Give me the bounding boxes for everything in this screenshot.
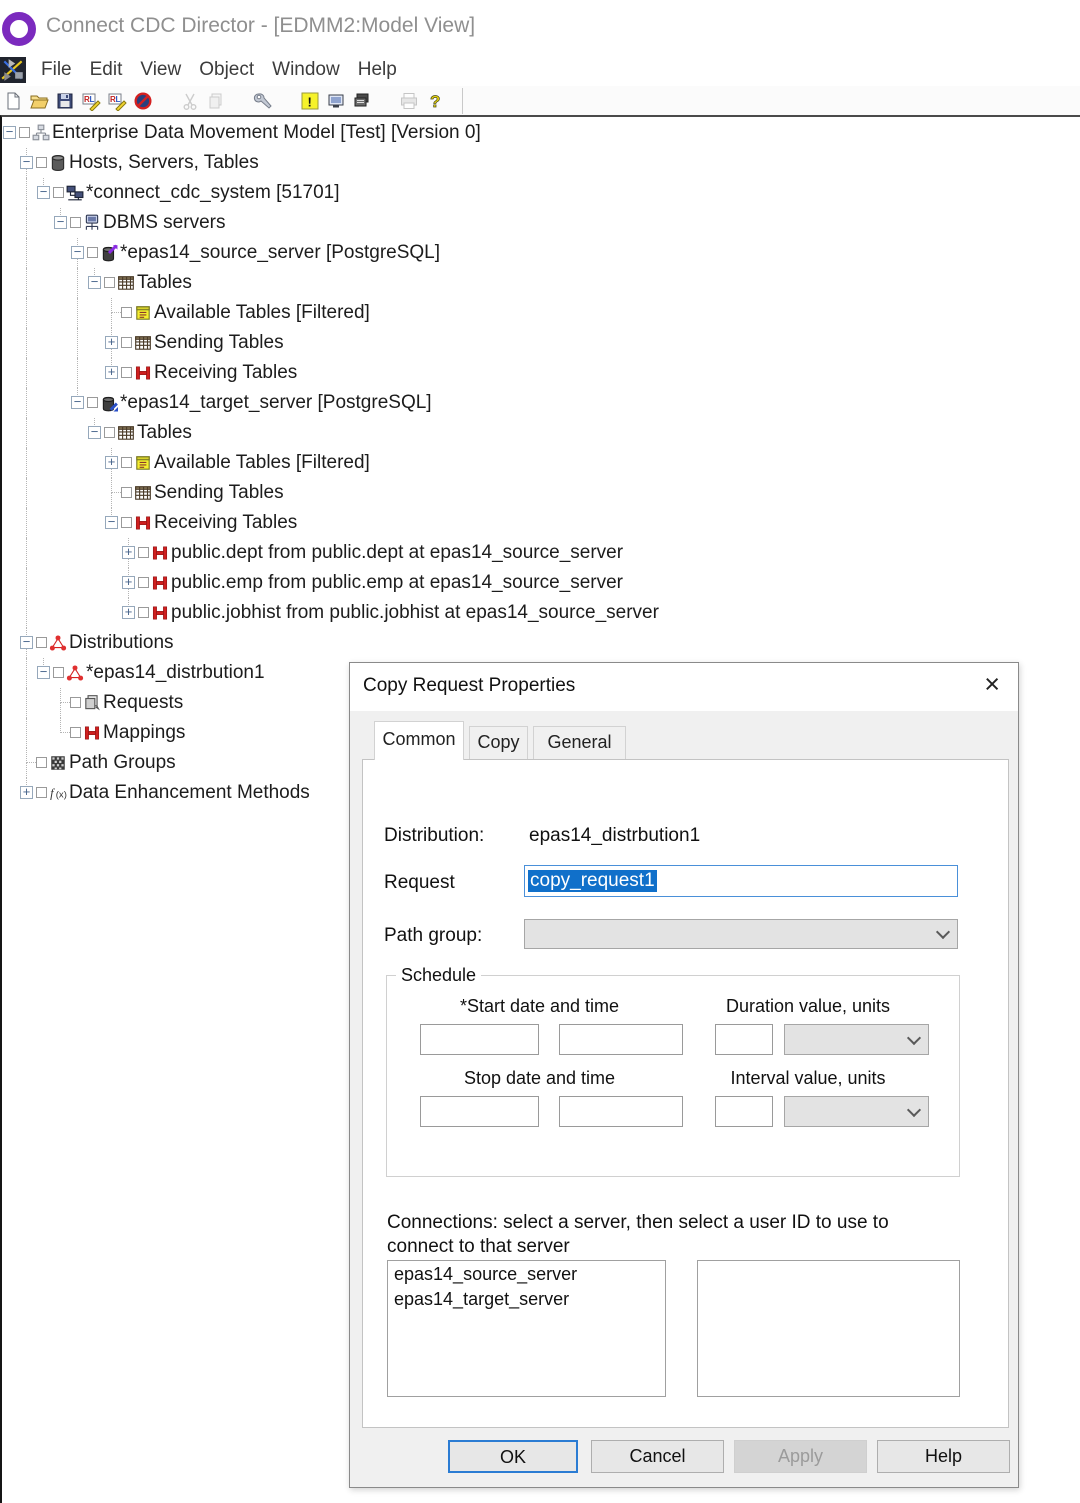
svg-text:?: ? — [430, 91, 441, 111]
tree-connector — [77, 268, 78, 298]
tree-connector — [26, 718, 27, 748]
tree-checkbox[interactable] — [121, 307, 132, 318]
menu-item-help[interactable]: Help — [357, 59, 397, 80]
svg-text:(x): (x) — [55, 789, 67, 801]
server-list-item[interactable]: epas14_source_server — [394, 1264, 578, 1284]
stop-time-input[interactable] — [559, 1096, 683, 1127]
table-grid-icon — [134, 484, 152, 502]
tree-connector — [26, 763, 27, 778]
request-input-selected-text: copy_request1 — [530, 870, 655, 891]
model-icon — [32, 124, 50, 142]
tree-expand-box[interactable]: + — [105, 366, 118, 379]
start-time-input[interactable] — [559, 1024, 683, 1055]
tree-checkbox[interactable] — [70, 727, 81, 738]
tree-item-label[interactable]: *epas14_target_server [PostgreSQL] — [120, 392, 432, 413]
menu-bar — [0, 54, 1080, 86]
dialog-title-bar — [350, 663, 1018, 711]
tree-collapse-box[interactable]: − — [37, 186, 50, 199]
tree-checkbox[interactable] — [121, 517, 132, 528]
svg-text:f: f — [50, 786, 54, 801]
mapping-h-icon — [83, 724, 101, 742]
requests-icon — [83, 694, 101, 712]
tree-checkbox[interactable] — [121, 337, 132, 348]
tree-checkbox[interactable] — [121, 487, 132, 498]
mapping-h-icon — [151, 574, 169, 592]
chevron-down-icon — [907, 1030, 921, 1044]
duration-value-units-label: Duration value, units — [725, 996, 891, 1016]
tree-connector — [111, 493, 112, 508]
tree-item[interactable] — [0, 208, 760, 238]
tree-item[interactable] — [0, 538, 760, 568]
tree-item-label[interactable]: Tables — [137, 272, 192, 293]
tree-checkbox[interactable] — [138, 577, 149, 588]
tree-checkbox[interactable] — [87, 397, 98, 408]
toolbar — [0, 86, 1080, 116]
tree-item[interactable] — [0, 358, 760, 388]
server-target-icon — [100, 394, 118, 412]
tree-item-label[interactable]: public.emp from public.emp at epas14_source_server — [171, 572, 624, 593]
tree-connector — [26, 238, 27, 268]
tree-item[interactable] — [0, 478, 760, 508]
request-label: Request — [384, 872, 455, 893]
tree-connector — [26, 298, 27, 328]
tree-item-label[interactable]: Requests — [103, 692, 184, 713]
tree-checkbox[interactable] — [138, 547, 149, 558]
tree-item[interactable] — [0, 568, 760, 598]
copy-icon[interactable] — [204, 89, 228, 113]
tree-connector — [26, 208, 27, 238]
tree-connector — [111, 313, 112, 328]
server-source-icon — [100, 244, 118, 262]
tree-expand-box[interactable]: + — [122, 546, 135, 559]
table-grid-icon — [134, 334, 152, 352]
menu-item-file[interactable]: File — [41, 59, 72, 80]
tree-item-label[interactable]: *epas14_distrbution1 — [86, 662, 265, 683]
connections-label: Connections: select a server, then select a user ID to use to connect to that server — [387, 1212, 889, 1257]
tree-checkbox[interactable] — [36, 787, 47, 798]
tree-connector — [26, 358, 27, 388]
copy-request-properties-dialog — [349, 662, 1019, 1488]
tree-item-label[interactable]: Receiving Tables — [154, 512, 298, 533]
tree-item[interactable] — [0, 418, 760, 448]
interval-value-input[interactable] — [715, 1096, 773, 1127]
tools-wrench-icon[interactable] — [251, 89, 275, 113]
interval-units-dropdown[interactable] — [784, 1096, 929, 1127]
svg-text:R: R — [84, 94, 90, 104]
tree-item-label[interactable]: Data Enhancement Methods — [69, 782, 310, 803]
mapping-h-icon — [151, 604, 169, 622]
monitor-icon[interactable] — [324, 89, 348, 113]
tree-collapse-box[interactable]: − — [3, 126, 16, 139]
svg-text:!: ! — [307, 94, 312, 109]
tree-item-label[interactable]: Mappings — [103, 722, 186, 743]
tree-item[interactable] — [0, 328, 760, 358]
tree-connector — [26, 268, 27, 298]
server-list-item[interactable]: epas14_target_server — [394, 1289, 570, 1309]
tab-copy[interactable]: Copy — [469, 726, 528, 760]
tree-connector — [60, 688, 61, 703]
tree-item[interactable] — [0, 628, 760, 658]
tree-item-label[interactable]: *epas14_source_server [PostgreSQL] — [120, 242, 441, 263]
mapping-h-icon — [134, 364, 152, 382]
menu-item-object[interactable]: Object — [199, 59, 255, 80]
tree-collapse-box[interactable]: − — [20, 636, 33, 649]
tree-connector — [26, 418, 27, 448]
tree-item[interactable] — [0, 118, 760, 148]
dbms-icon — [83, 214, 101, 232]
tree-connector — [77, 358, 78, 388]
tree-item-label[interactable]: Sending Tables — [154, 332, 284, 353]
path-groups-icon — [49, 754, 67, 772]
tree-expand-box[interactable]: + — [20, 786, 33, 799]
help-icon[interactable] — [423, 89, 447, 113]
apply-button[interactable]: Apply — [734, 1440, 867, 1473]
validate-icon[interactable] — [298, 89, 322, 113]
tree-connector — [26, 538, 27, 568]
table-grid-icon — [117, 424, 135, 442]
title-bar — [0, 0, 1080, 54]
tab-general[interactable]: General — [533, 726, 626, 760]
print-icon[interactable] — [397, 89, 421, 113]
tree-connector — [77, 298, 78, 328]
tree-checkbox[interactable] — [70, 217, 81, 228]
tree-checkbox[interactable] — [104, 277, 115, 288]
tree-collapse-box[interactable]: − — [37, 666, 50, 679]
available-tables-icon — [134, 454, 152, 472]
tree-item-label[interactable]: Hosts, Servers, Tables — [69, 152, 259, 173]
tree-collapse-box[interactable]: − — [20, 156, 33, 169]
save-icon[interactable] — [53, 89, 77, 113]
tree-connector — [26, 598, 27, 628]
tab-common[interactable]: Common — [374, 721, 464, 760]
interval-value-units-label: Interval value, units — [730, 1068, 886, 1088]
close-icon[interactable]: × — [984, 669, 1000, 699]
tree-connector — [26, 328, 27, 358]
database-icon — [49, 154, 67, 172]
menu-item-view[interactable]: View — [140, 59, 182, 80]
distribution-icon — [49, 634, 67, 652]
tree-connector — [111, 298, 112, 313]
tree-item[interactable] — [0, 298, 760, 328]
user-id-listbox[interactable] — [697, 1260, 960, 1397]
tree-checkbox[interactable] — [121, 367, 132, 378]
dialog-title: Copy Request Properties — [363, 675, 576, 696]
start-date-input[interactable] — [420, 1024, 539, 1055]
tree-checkbox[interactable] — [36, 757, 47, 768]
tree-connector — [26, 508, 27, 538]
tree-checkbox[interactable] — [19, 127, 30, 138]
tree-collapse-box[interactable]: − — [54, 216, 67, 229]
batch-stack-icon[interactable] — [350, 89, 374, 113]
tree-item-label[interactable]: Receiving Tables — [154, 362, 298, 383]
tree-connector — [26, 568, 27, 598]
tree-item-label[interactable]: public.jobhist from public.jobhist at epas14_source_server — [171, 602, 659, 623]
tree-item[interactable] — [0, 448, 760, 478]
mapping-h-icon — [151, 544, 169, 562]
tree-item[interactable] — [0, 178, 760, 208]
tree-item-label[interactable]: public.dept from public.dept at epas14_source_server — [171, 542, 624, 563]
tree-checkbox[interactable] — [36, 157, 47, 168]
tree-connector — [26, 688, 27, 718]
tree-connector — [77, 328, 78, 358]
tree-checkbox[interactable] — [138, 607, 149, 618]
tree-connector — [26, 478, 27, 508]
tree-item-label[interactable]: Distributions — [69, 632, 174, 653]
tree-checkbox[interactable] — [53, 667, 64, 678]
open-model-icon[interactable] — [27, 89, 51, 113]
help-button[interactable]: Help — [877, 1440, 1010, 1473]
tree-connector — [26, 178, 27, 208]
tree-checkbox[interactable] — [70, 697, 81, 708]
schedule-legend: Schedule — [396, 965, 481, 986]
tree-item-label[interactable]: Available Tables [Filtered] — [154, 452, 370, 473]
stop-date-input[interactable] — [420, 1096, 539, 1127]
tree-expand-box[interactable]: + — [122, 576, 135, 589]
duration-value-input[interactable] — [715, 1024, 773, 1055]
distribution-value: epas14_distrbution1 — [529, 825, 701, 846]
cancel-button[interactable]: Cancel — [591, 1440, 724, 1473]
tree-item[interactable] — [0, 598, 760, 628]
tree-item-label[interactable]: Available Tables [Filtered] — [154, 302, 370, 323]
tree-connector — [26, 658, 27, 688]
tree-connector — [111, 478, 112, 493]
tree-checkbox[interactable] — [36, 637, 47, 648]
mapping-h-icon — [134, 514, 152, 532]
toolbar-separator — [462, 88, 463, 114]
tree-expand-box[interactable]: + — [105, 336, 118, 349]
server-listbox[interactable] — [387, 1260, 666, 1397]
svg-text:L: L — [115, 94, 121, 104]
edit-rl-2-icon[interactable] — [105, 89, 129, 113]
tree-item-label[interactable]: DBMS servers — [103, 212, 226, 233]
tree-collapse-box[interactable]: − — [71, 246, 84, 259]
path-group-dropdown[interactable] — [524, 919, 958, 949]
tree-item[interactable] — [0, 238, 760, 268]
chevron-down-icon — [936, 925, 950, 939]
fx-icon — [49, 784, 67, 802]
tree-connector — [60, 718, 61, 733]
tree-connector — [26, 448, 27, 478]
tree-item[interactable] — [0, 148, 760, 178]
schedule-groupbox — [386, 975, 960, 1177]
disable-icon[interactable] — [131, 89, 155, 113]
svg-text:R: R — [110, 94, 116, 104]
tree-item-label[interactable]: Sending Tables — [154, 482, 284, 503]
ok-button[interactable]: OK — [448, 1440, 578, 1473]
distribution-icon — [66, 664, 84, 682]
tree-connector — [26, 748, 27, 763]
tree-expand-box[interactable]: + — [105, 456, 118, 469]
tree-connector — [60, 703, 61, 718]
chevron-down-icon — [907, 1102, 921, 1116]
menu-item-window[interactable]: Window — [272, 59, 340, 80]
tree-item[interactable] — [0, 508, 760, 538]
menu-item-edit[interactable]: Edit — [89, 59, 123, 80]
path-group-label: Path group: — [384, 925, 483, 946]
window-title: Connect CDC Director - [EDMM2:Model View] — [46, 14, 476, 37]
table-grid-icon — [117, 274, 135, 292]
tree-item-label[interactable]: Tables — [137, 422, 192, 443]
tree-checkbox[interactable] — [104, 427, 115, 438]
tree-item[interactable] — [0, 268, 760, 298]
tree-checkbox[interactable] — [53, 187, 64, 198]
start-date-time-label: *Start date and time — [459, 996, 620, 1016]
document-icon — [0, 57, 26, 83]
tree-item-label[interactable]: *connect_cdc_system [51701] — [86, 182, 340, 203]
duration-units-dropdown[interactable] — [784, 1024, 929, 1055]
request-input[interactable] — [524, 865, 958, 897]
new-document-icon[interactable] — [1, 89, 25, 113]
svg-text:L: L — [89, 94, 95, 104]
tree-item-label[interactable]: Enterprise Data Movement Model [Test] [Version 0] — [52, 122, 481, 143]
distribution-label: Distribution: — [384, 825, 485, 846]
tree-checkbox[interactable] — [87, 247, 98, 258]
system-icon — [66, 184, 84, 202]
tree-expand-box[interactable]: + — [122, 606, 135, 619]
tree-item[interactable] — [0, 388, 760, 418]
stop-date-time-label: Stop date and time — [463, 1068, 616, 1088]
available-tables-icon — [134, 304, 152, 322]
edit-rl-1-icon[interactable] — [79, 89, 103, 113]
tree-checkbox[interactable] — [121, 457, 132, 468]
tree-item-label[interactable]: Path Groups — [69, 752, 176, 773]
cut-icon[interactable] — [178, 89, 202, 113]
tree-collapse-box[interactable]: − — [88, 426, 101, 439]
tree-collapse-box[interactable]: − — [88, 276, 101, 289]
tree-collapse-box[interactable]: − — [71, 396, 84, 409]
tree-connector — [26, 388, 27, 418]
app-logo-icon — [2, 12, 36, 46]
tree-collapse-box[interactable]: − — [105, 516, 118, 529]
